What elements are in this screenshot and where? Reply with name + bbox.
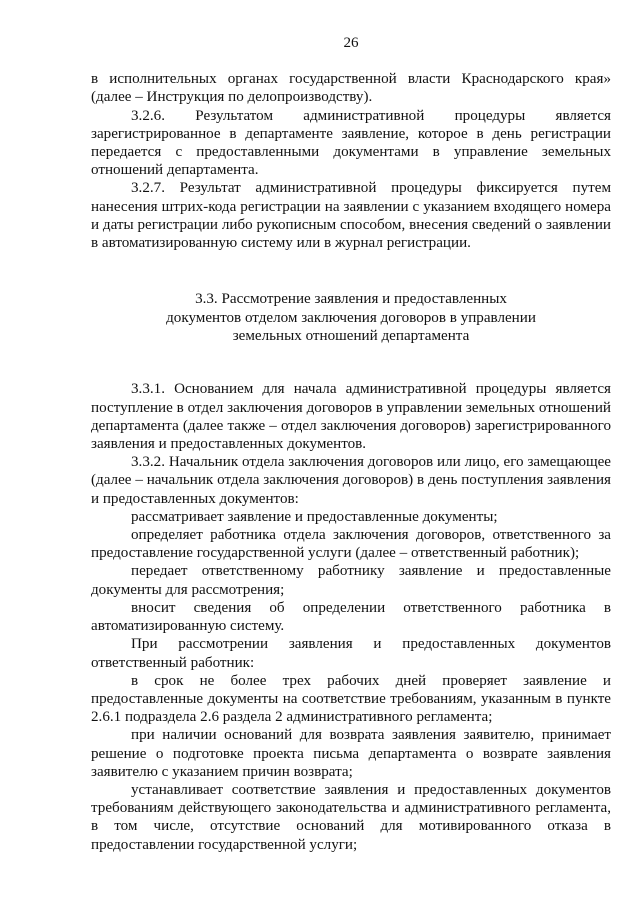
- paragraph-3-3-1: 3.3.1. Основанием для начала административной процедуры является поступление в отдел заключения договоров в управлении земельных отношений департамента (далее также – отдел заключения договоров) зарегистрированного заявления и предоставленных документов.: [91, 381, 611, 453]
- section-heading-line: земельных отношений департамента: [232, 328, 470, 345]
- section-heading-line: документов отделом заключения договоров в управлении: [166, 309, 536, 326]
- paragraph-3-3-2: 3.3.2. Начальник отдела заключения договоров или лицо, его замещающее (далее – начальник отдела заключения договоров) в день поступления заявления и предоставленных документов:: [91, 454, 611, 507]
- list-item: в срок не более трех рабочих дней проверяет заявление и предоставленные документы на соответствие требованиям, указанным в пункте 2.6.1 подраздела 2.6 раздела 2 административного регламента;: [91, 672, 611, 726]
- list-item: при наличии оснований для возврата заявления заявителю, принимает решение о подготовке проекта письма департамента о возврате заявления заявителю с указанием причин возврата;: [91, 727, 611, 780]
- paragraph-3-2-7: 3.2.7. Результат административной процедуры фиксируется путем нанесения штрих-кода регистрации на заявлении с указанием входящего номера и даты регистрации либо рукописным способом, внесения сведений о заявлении в автоматизированную систему или в журнал регистрации.: [91, 180, 611, 252]
- paragraph: При рассмотрении заявления и предоставленных документов ответственный работник:: [91, 636, 611, 671]
- list-item: вносит сведения об определении ответственного работника в автоматизированную систему.: [91, 599, 611, 635]
- paragraph-3-2-6: 3.2.6. Результатом административной процедуры является зарегистрированное в департаменте заявление, которое в день регистрации передается с предоставленными документами в управление земельных отношений департамента.: [91, 107, 611, 179]
- section-heading-3-3: [91, 290, 611, 345]
- text-block-before: [91, 70, 611, 252]
- text-block-after: [91, 380, 611, 853]
- section-heading-line: 3.3. Рассмотрение заявления и предоставленных: [195, 291, 507, 308]
- list-item: рассматривает заявление и предоставленные документы;: [131, 508, 498, 525]
- list-item: устанавливает соответствие заявления и предоставленных документов требованиям действующего законодательства и административного регламента, в том числе, отсутствие оснований для мотивированного отказа в предоставлении государственной услуги;: [91, 781, 611, 853]
- list-item: передает ответственному работнику заявление и предоставленные документы для рассмотрения;: [91, 563, 611, 598]
- document-page: [91, 34, 611, 854]
- page-number: 26: [343, 35, 359, 51]
- paragraph: в исполнительных органах государственной власти Краснодарского края» (далее – Инструкция по делопроизводству).: [91, 71, 611, 106]
- list-item: определяет работника отдела заключения договоров, ответственного за предоставление государственной услуги (далее – ответственный работник);: [91, 527, 611, 562]
